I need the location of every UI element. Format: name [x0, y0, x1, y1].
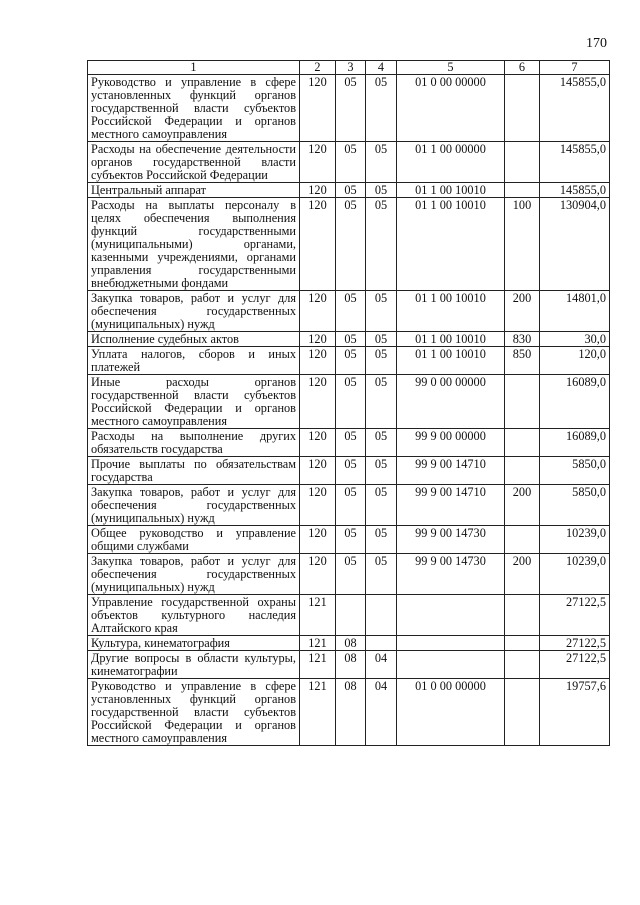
table-row: [88, 183, 610, 198]
row-name-cell: Управление государственной охраны объектов культурного наследия Алтайского края: [88, 595, 300, 636]
subsection-code-cell: 05: [366, 198, 397, 291]
row-name-cell: Расходы на выполнение других обязательств государства: [88, 429, 300, 457]
target-item-code-cell: 01 1 00 10010: [397, 183, 505, 198]
row-name-cell: Руководство и управление в сфере установленных функций органов государственной власти субъектов Российской Федерации и органов местного самоуправления: [88, 679, 300, 746]
header-cell: 7: [540, 61, 610, 75]
target-item-code-cell: 99 9 00 00000: [397, 429, 505, 457]
section-code-cell: 05: [336, 332, 366, 347]
expense-type-code-cell: [505, 679, 540, 746]
page-number: 170: [586, 36, 607, 51]
section-code-cell: [336, 595, 366, 636]
table-row: [88, 347, 610, 375]
section-code-cell: 05: [336, 75, 366, 142]
subsection-code-cell: 05: [366, 485, 397, 526]
row-name-cell: Закупка товаров, работ и услуг для обеспечения государственных (муниципальных) нужд: [88, 291, 300, 332]
expense-type-code-cell: 200: [505, 291, 540, 332]
table-row: [88, 75, 610, 142]
header-cell: 2: [300, 61, 336, 75]
section-code-cell: 05: [336, 142, 366, 183]
section-code-cell: 05: [336, 457, 366, 485]
row-name-cell: Общее руководство и управление общими службами: [88, 526, 300, 554]
table-row: [88, 375, 610, 429]
target-item-code-cell: 99 9 00 14710: [397, 457, 505, 485]
section-code-cell: 05: [336, 291, 366, 332]
expense-type-code-cell: [505, 457, 540, 485]
row-name-cell: Иные расходы органов государственной власти субъектов Российской Федерации и органов местного самоуправления: [88, 375, 300, 429]
header-cell: 6: [505, 61, 540, 75]
row-name-cell: Уплата налогов, сборов и иных платежей: [88, 347, 300, 375]
ministry-code-cell: 120: [300, 457, 336, 485]
amount-cell: 145855,0: [540, 142, 610, 183]
table-row: [88, 636, 610, 651]
expense-type-code-cell: [505, 183, 540, 198]
ministry-code-cell: 121: [300, 651, 336, 679]
budget-table: [87, 60, 610, 746]
row-name-cell: Прочие выплаты по обязательствам государства: [88, 457, 300, 485]
amount-cell: 27122,5: [540, 651, 610, 679]
target-item-code-cell: 01 0 00 00000: [397, 679, 505, 746]
expense-type-code-cell: 200: [505, 554, 540, 595]
expense-type-code-cell: 830: [505, 332, 540, 347]
section-code-cell: 05: [336, 554, 366, 595]
amount-cell: 130904,0: [540, 198, 610, 291]
expense-type-code-cell: [505, 651, 540, 679]
ministry-code-cell: 121: [300, 636, 336, 651]
table-row: [88, 554, 610, 595]
ministry-code-cell: 120: [300, 198, 336, 291]
row-name-cell: Руководство и управление в сфере установленных функций органов государственной власти субъектов Российской Федерации и органов местного самоуправления: [88, 75, 300, 142]
table-row: [88, 198, 610, 291]
section-code-cell: 08: [336, 679, 366, 746]
table-row: [88, 526, 610, 554]
target-item-code-cell: 99 0 00 00000: [397, 375, 505, 429]
expense-type-code-cell: [505, 142, 540, 183]
table-row: [88, 457, 610, 485]
expense-type-code-cell: [505, 429, 540, 457]
amount-cell: 120,0: [540, 347, 610, 375]
section-code-cell: 08: [336, 636, 366, 651]
section-code-cell: 05: [336, 526, 366, 554]
subsection-code-cell: 05: [366, 75, 397, 142]
table-row: [88, 679, 610, 746]
ministry-code-cell: 120: [300, 429, 336, 457]
section-code-cell: 05: [336, 183, 366, 198]
target-item-code-cell: 01 1 00 00000: [397, 142, 505, 183]
target-item-code-cell: 99 9 00 14710: [397, 485, 505, 526]
ministry-code-cell: 120: [300, 291, 336, 332]
expense-type-code-cell: 850: [505, 347, 540, 375]
table-row: [88, 142, 610, 183]
ministry-code-cell: 120: [300, 554, 336, 595]
header-cell: 5: [397, 61, 505, 75]
subsection-code-cell: 05: [366, 429, 397, 457]
target-item-code-cell: 01 1 00 10010: [397, 347, 505, 375]
subsection-code-cell: 04: [366, 679, 397, 746]
section-code-cell: 08: [336, 651, 366, 679]
section-code-cell: 05: [336, 375, 366, 429]
amount-cell: 14801,0: [540, 291, 610, 332]
subsection-code-cell: 05: [366, 291, 397, 332]
row-name-cell: Расходы на выплаты персоналу в целях обеспечения выполнения функций государственными (муниципальными) органами, казенными учреждениями, органами управления государственными внебюджетными фондами: [88, 198, 300, 291]
ministry-code-cell: 120: [300, 332, 336, 347]
table-row: [88, 332, 610, 347]
row-name-cell: Закупка товаров, работ и услуг для обеспечения государственных (муниципальных) нужд: [88, 485, 300, 526]
ministry-code-cell: 120: [300, 142, 336, 183]
subsection-code-cell: 05: [366, 375, 397, 429]
amount-cell: 145855,0: [540, 75, 610, 142]
amount-cell: 19757,6: [540, 679, 610, 746]
target-item-code-cell: [397, 595, 505, 636]
header-row: [88, 61, 610, 75]
subsection-code-cell: 05: [366, 347, 397, 375]
row-name-cell: Исполнение судебных актов: [88, 332, 300, 347]
expense-type-code-cell: 100: [505, 198, 540, 291]
subsection-code-cell: 05: [366, 554, 397, 595]
amount-cell: 10239,0: [540, 554, 610, 595]
subsection-code-cell: [366, 595, 397, 636]
section-code-cell: 05: [336, 347, 366, 375]
header-cell: 3: [336, 61, 366, 75]
row-name-cell: Культура, кинематография: [88, 636, 300, 651]
target-item-code-cell: 01 1 00 10010: [397, 332, 505, 347]
expense-type-code-cell: [505, 636, 540, 651]
target-item-code-cell: 99 9 00 14730: [397, 526, 505, 554]
expense-type-code-cell: [505, 75, 540, 142]
subsection-code-cell: 05: [366, 183, 397, 198]
amount-cell: 27122,5: [540, 595, 610, 636]
expense-type-code-cell: [505, 375, 540, 429]
amount-cell: 30,0: [540, 332, 610, 347]
row-name-cell: Закупка товаров, работ и услуг для обеспечения государственных (муниципальных) нужд: [88, 554, 300, 595]
section-code-cell: 05: [336, 429, 366, 457]
ministry-code-cell: 121: [300, 679, 336, 746]
target-item-code-cell: 01 0 00 00000: [397, 75, 505, 142]
subsection-code-cell: 05: [366, 457, 397, 485]
ministry-code-cell: 121: [300, 595, 336, 636]
ministry-code-cell: 120: [300, 183, 336, 198]
target-item-code-cell: 01 1 00 10010: [397, 291, 505, 332]
subsection-code-cell: 04: [366, 651, 397, 679]
amount-cell: 10239,0: [540, 526, 610, 554]
amount-cell: 145855,0: [540, 183, 610, 198]
subsection-code-cell: 05: [366, 142, 397, 183]
ministry-code-cell: 120: [300, 75, 336, 142]
target-item-code-cell: [397, 651, 505, 679]
section-code-cell: 05: [336, 485, 366, 526]
expense-type-code-cell: [505, 526, 540, 554]
row-name-cell: Другие вопросы в области культуры, кинематографии: [88, 651, 300, 679]
target-item-code-cell: 01 1 00 10010: [397, 198, 505, 291]
amount-cell: 16089,0: [540, 375, 610, 429]
ministry-code-cell: 120: [300, 375, 336, 429]
expense-type-code-cell: 200: [505, 485, 540, 526]
amount-cell: 27122,5: [540, 636, 610, 651]
ministry-code-cell: 120: [300, 526, 336, 554]
table-row: [88, 485, 610, 526]
row-name-cell: Центральный аппарат: [88, 183, 300, 198]
header-cell: 1: [88, 61, 300, 75]
table-row: [88, 429, 610, 457]
table-row: [88, 651, 610, 679]
ministry-code-cell: 120: [300, 347, 336, 375]
subsection-code-cell: 05: [366, 526, 397, 554]
target-item-code-cell: [397, 636, 505, 651]
amount-cell: 5850,0: [540, 457, 610, 485]
header-cell: 4: [366, 61, 397, 75]
subsection-code-cell: [366, 636, 397, 651]
section-code-cell: 05: [336, 198, 366, 291]
table-row: [88, 595, 610, 636]
target-item-code-cell: 99 9 00 14730: [397, 554, 505, 595]
ministry-code-cell: 120: [300, 485, 336, 526]
table-row: [88, 291, 610, 332]
amount-cell: 5850,0: [540, 485, 610, 526]
row-name-cell: Расходы на обеспечение деятельности органов государственной власти субъектов Российской Федерации: [88, 142, 300, 183]
amount-cell: 16089,0: [540, 429, 610, 457]
subsection-code-cell: 05: [366, 332, 397, 347]
expense-type-code-cell: [505, 595, 540, 636]
